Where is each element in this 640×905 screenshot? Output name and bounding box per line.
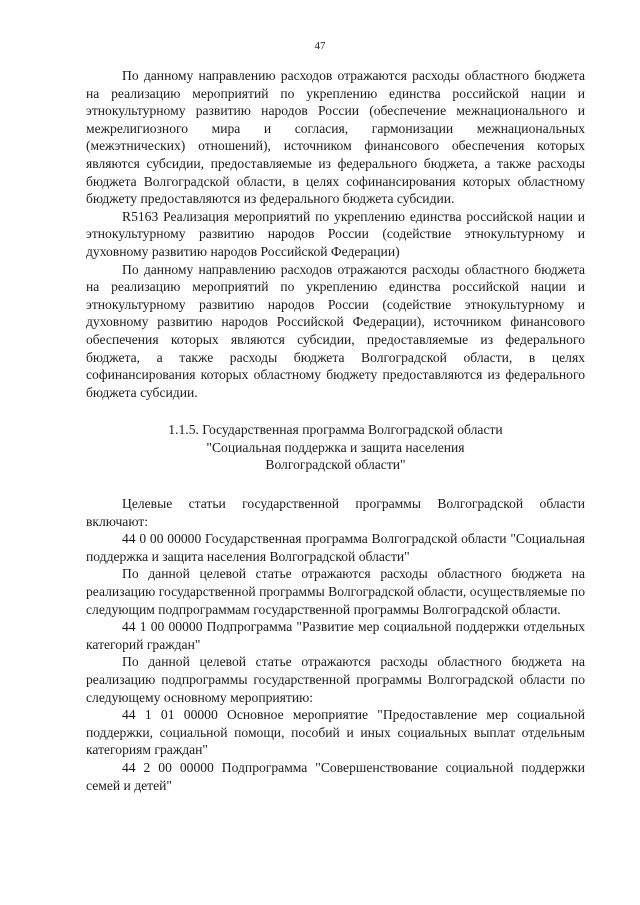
paragraph: По данному направлению расходов отражаются расходы областного бюджета на реализацию мероприятий по укреплению единства российской нации и этнокультурному развитию народов России (обеспечение межнационального и межрелигиозного мира и согласия, гармонизации межнациональных (межэтнических) отношений), источником финансового обеспечения которых являются субсидии, предоставляемые из федерального бюджета, а также расходы бюджета Волгоградской области, в целях софинансирования которых областному бюджету предоставляются из федерального бюджета субсидии. bbox=[86, 68, 585, 207]
paragraph: По данной целевой статье отражаются расходы областного бюджета на реализацию подпрограммы государственной программы Волгоградской области по следующему основному мероприятию: bbox=[86, 654, 585, 705]
paragraph: 44 1 00 00000 Подпрограмма "Развитие мер социальной поддержки отдельных категорий граждан" bbox=[86, 619, 585, 652]
section-heading-line: 1.1.5. Государственная программа Волгоградской области bbox=[168, 422, 503, 438]
paragraph: По данной целевой статье отражаются расходы областного бюджета на реализацию государственной программы Волгоградской области, осуществляемые по следующим подпрограммам государственной программы Волгоградской области. bbox=[86, 566, 585, 617]
paragraph: По данному направлению расходов отражаются расходы областного бюджета на реализацию мероприятий по укреплению единства российской нации и этнокультурному развитию народов России (содействие этнокультурному и духовному развитию народов Российской Федерации), источником финансового обеспечения которых являются субсидии, предоставляемые из федерального бюджета, а также расходы бюджета Волгоградской области, в целях софинансирования которых областному бюджету предоставляются из федерального бюджета субсидии. bbox=[86, 261, 585, 400]
paragraph: R5163 Реализация мероприятий по укреплению единства российской нации и этнокультурному развитию народов России (содействие этнокультурному и духовному развитию народов Российской Федерации) bbox=[86, 208, 585, 259]
section-heading-line: Волгоградской области" bbox=[265, 457, 406, 473]
document-body bbox=[86, 67, 585, 794]
paragraph: 44 2 00 00000 Подпрограмма "Совершенствование социальной поддержки семей и детей" bbox=[86, 759, 585, 793]
paragraph: 44 1 01 00000 Основное мероприятие "Предоставление мер социальной поддержки, социальной помощи, пособий и иных социальных выплат отдельным категориям граждан" bbox=[86, 707, 585, 758]
paragraph: 44 0 00 00000 Государственная программа Волгоградской области "Социальная поддержка и защита населения Волгоградской области" bbox=[86, 531, 585, 564]
section-heading bbox=[86, 421, 585, 474]
paragraph: Целевые статьи государственной программы Волгоградской области включают: bbox=[86, 496, 585, 529]
page-number: 47 bbox=[314, 40, 326, 52]
section-heading-line: "Социальная поддержка и защита населения bbox=[206, 439, 465, 455]
